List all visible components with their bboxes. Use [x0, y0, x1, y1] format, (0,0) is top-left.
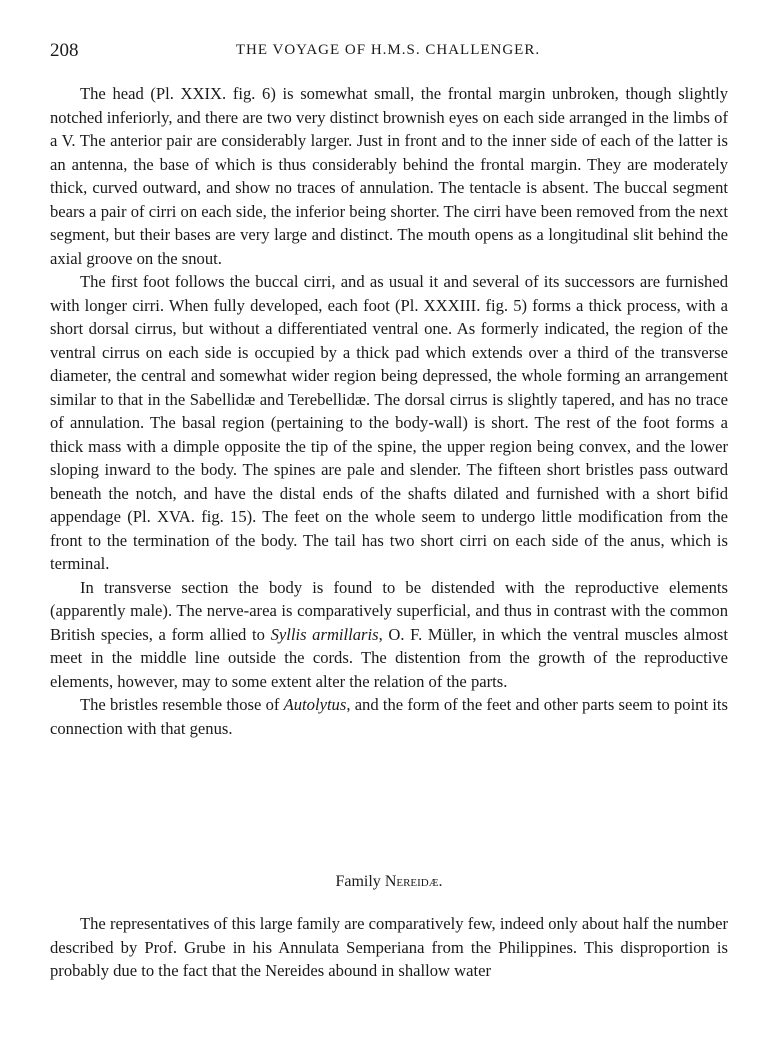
running-title: THE VOYAGE OF H.M.S. CHALLENGER.: [235, 42, 541, 58]
species-name: Syllis armillaris: [270, 624, 379, 644]
paragraph-foot-description: The first foot follows the buccal cirri, and as usual it and several of its successors are furnished with longer cirri. When fully developed, each foot (Pl. XXXIII. fig. 5) forms a thick process, with a short dorsal cirrus, but without a differentiated ventral one. As formerly indicated, the region of the ventral cirrus on each side is occupied by a thick pad which extends over a third of the transverse diameter, the central and somewhat wider region being depressed, the whole forming an arrangement similar to that in the Sabellidæ and Terebellidæ. The dorsal cirrus is slightly tapered, and has no trace of annulation. The basal region (pertaining to the body-wall) is short. The rest of the foot forms a thick mass with a dimple opposite the tip of the spine, the upper region being convex, and the lower sloping inward to the body. The spines are pale and slender. The fifteen short bristles pass outward beneath the notch, and have the distal ends of the shafts dilated and furnished with a short bifid appendage (Pl. XVA. fig. 15). The feet on the whole seem to undergo little modification from the front to the termination of the body. The tail has two short cirri on each side of the anus, which is terminal.: [50, 272, 728, 573]
paragraph-family-intro: The representatives of this large family are comparatively few, indeed only about half the number described by Prof. Grube in his Annulata Semperiana from the Philippines. This disproportion is probably due to the fact that the Nereides abound in shallow water: [50, 914, 728, 980]
text-run: In transverse section the body is found to be distended with the reproductive elements (apparently male). The nerve-area is comparatively superficial, and thus in contrast with the common British species, a form allied to: [50, 577, 728, 644]
body-text: [50, 82, 728, 740]
paragraph-transverse-section: [50, 576, 728, 694]
genus-name: Autolytus: [283, 695, 347, 714]
text-run: , O. F. Müller, in which the ventral muscles almost meet in the middle line outside the cords. The distention from the growth of the reproductive elements, however, may to some extent alter the relation of the parts.: [50, 624, 728, 691]
heading-prefix: Family: [335, 873, 385, 890]
text-run: The bristles resemble those of: [80, 695, 284, 714]
paragraph-bristles: [50, 693, 728, 740]
body-text-family: [50, 912, 728, 983]
page-number: 208: [50, 40, 79, 61]
family-name: Nereidæ.: [384, 873, 443, 890]
page-header: [50, 40, 726, 64]
section-heading: [50, 873, 728, 891]
text-run: , and the form of the feet and other parts seem to point its connection with that genus.: [50, 695, 728, 738]
paragraph-head-description: The head (Pl. XXIX. fig. 6) is somewhat small, the frontal margin unbroken, though slightly notched inferiorly, and there are two very distinct brownish eyes on each side arranged in the limbs of a V. The anterior pair are considerably larger. Just in front and to the inner side of each of the latter is an antenna, the base of which is thus considerably behind the frontal margin. They are moderately thick, curved outward, and show no traces of annulation. The tentacle is absent. The buccal segment bears a pair of cirri on each side, the inferior being shorter. The cirri have been removed from the next segment, but their bases are very large and distinct. The mouth opens as a longitudinal slit behind the axial groove on the snout.: [50, 84, 728, 268]
